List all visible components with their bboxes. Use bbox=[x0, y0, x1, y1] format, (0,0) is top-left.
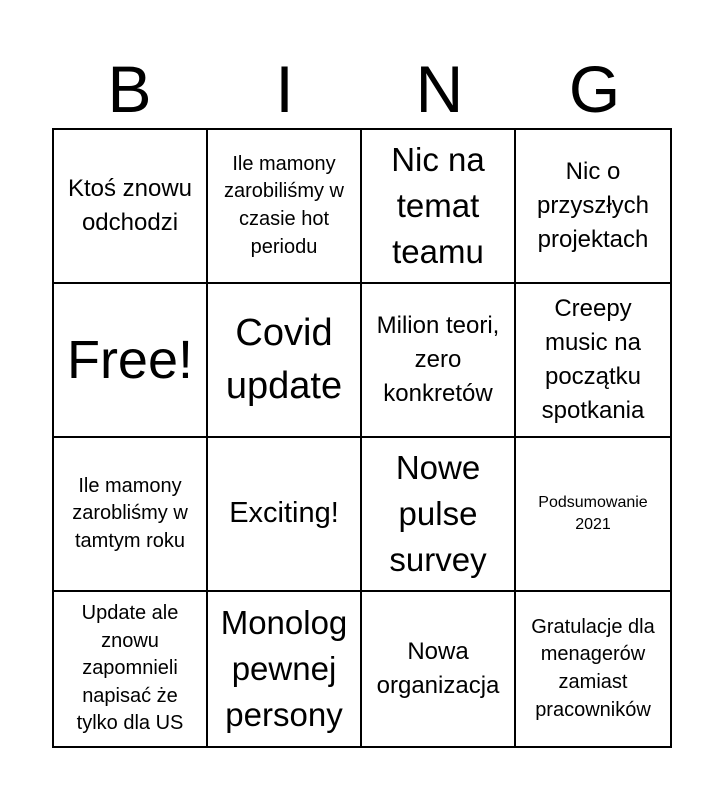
bingo-cell[interactable] bbox=[54, 130, 208, 284]
bingo-cell-text: Ktoś znowu odchodzi bbox=[67, 174, 193, 236]
bingo-cell[interactable] bbox=[54, 592, 208, 746]
bingo-cell-text: Gratulacje dla menagerów zamiast pracowników bbox=[531, 615, 655, 721]
header-letter-g: G bbox=[568, 52, 621, 126]
bingo-cell-text: Free! bbox=[66, 329, 194, 390]
bingo-header bbox=[52, 52, 672, 126]
bingo-cell[interactable] bbox=[362, 284, 516, 438]
bingo-cell-text: Milion teori, zero konkretów bbox=[376, 311, 500, 408]
bingo-cell-text: Update ale znowu zapomnieli napisać że tylko dla US bbox=[76, 602, 184, 735]
bingo-cell[interactable] bbox=[208, 592, 362, 746]
bingo-cell-text: Ile mamony zarobliśmy w tamtym roku bbox=[72, 474, 188, 552]
bingo-cell-text: Nowe pulse survey bbox=[389, 448, 487, 579]
bingo-cell-text: Ile mamony zarobiliśmy w czasie hot periodu bbox=[223, 152, 345, 258]
bingo-cell[interactable] bbox=[208, 438, 362, 592]
bingo-cell[interactable] bbox=[516, 130, 670, 284]
bingo-cell[interactable] bbox=[516, 438, 670, 592]
bingo-cell[interactable] bbox=[516, 592, 670, 746]
bingo-cell[interactable] bbox=[362, 592, 516, 746]
bingo-cell-text: Monolog pewnej persony bbox=[220, 603, 348, 734]
bingo-cell[interactable] bbox=[362, 130, 516, 284]
header-letter-i: I bbox=[275, 52, 294, 126]
bingo-cell-text: Podsumowanie 2021 bbox=[538, 494, 648, 533]
bingo-cell-text: Exciting! bbox=[229, 497, 339, 530]
free-space-cell[interactable] bbox=[54, 284, 208, 438]
bingo-cell[interactable] bbox=[362, 438, 516, 592]
bingo-cell[interactable] bbox=[208, 284, 362, 438]
bingo-cell-text: Nic na temat teamu bbox=[391, 140, 485, 271]
bingo-cell-text: Covid update bbox=[225, 311, 343, 407]
bingo-cell-text: Nic o przyszłych projektach bbox=[536, 157, 650, 254]
bingo-cell-text: Nowa organizacja bbox=[376, 637, 500, 699]
bingo-cell[interactable] bbox=[516, 284, 670, 438]
header-letter-n: N bbox=[415, 52, 464, 126]
bingo-grid bbox=[52, 128, 672, 748]
bingo-cell-text: Creepy music na początku spotkania bbox=[541, 294, 645, 425]
bingo-cell[interactable] bbox=[54, 438, 208, 592]
bingo-cell[interactable] bbox=[208, 130, 362, 284]
header-letter-b: B bbox=[107, 52, 152, 126]
